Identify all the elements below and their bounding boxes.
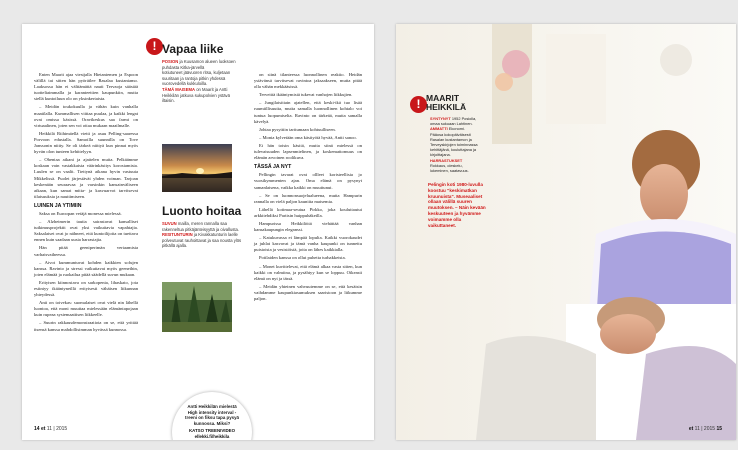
- info-line: [162, 221, 242, 232]
- body-column-1: [34, 72, 138, 335]
- paragraph: Hampurissa Heikkilöitä viehättää vanhan kansakaupungin eleganssi.: [254, 220, 362, 233]
- issue-number: 11 | 2015: [46, 426, 68, 432]
- info-label: HARRASTUKSET: [430, 157, 463, 163]
- profile-bio: [430, 116, 478, 173]
- promo-text: Antti Heikkilän mielestä High intensity interval -treeni on fiksu tapa pysyä kunnossa. Miksi?: [185, 404, 239, 426]
- paragraph: Enten Maarit ajaa viestjalla Hietaniemen ja Espoon välillä tai sitten hän pyöräilee Rasalaa kustantamo. Laaksossa hän ei välttämättä nauti Tervaoja säästää tuotteliaimmalla ja karanteettien kaupunkiin, mutta siellä kuntoiluun olo on yksinkertaista.: [34, 72, 138, 102]
- info-line: [430, 116, 478, 126]
- paragraph: – Meidän yhteinen vahvuutemme on se, että kesäisin vaihdamme kaupunkiasumuksen saaristoon ja liikumme paljon.: [254, 283, 362, 301]
- page-number: 15: [716, 426, 722, 432]
- info-line: [430, 158, 478, 174]
- info-label: TÄMÄ MAISEMA: [162, 86, 196, 92]
- sunset-photo: [162, 144, 232, 192]
- sidebar-vapaa-liike: [162, 42, 242, 104]
- paragraph: – Monet kuvittelevat, että elämä alkaa vasta sitten, kun kaikki on valmiina, ja pysähtyy kun se loppuu. Oikeasti elämä on nyt ja tässä.: [254, 263, 362, 281]
- forest-photo: [162, 282, 232, 332]
- subheading: LUINEN JA YTIMIIN: [34, 202, 82, 209]
- paragraph: on siinä tilanteessa luonnollinen reaktio. Heidän ystävänsä tarvitsevat ravintoa jaksaakseen, mutta pitää olla vähän mekkääsissä.: [254, 72, 362, 90]
- left-page: [22, 24, 374, 440]
- info-label: SUVUN: [162, 221, 177, 226]
- info-label: POSION: [162, 59, 179, 64]
- paragraph: Pellingin tavarat ovat ollleet koristeellisia jo vuosikymmenten ajan. Oma elämä on pysynyt samanlaisena, vaikka kaikki on muuttunut.: [254, 172, 362, 190]
- profile-name: MAARIT HEIKKILÄ: [426, 93, 467, 112]
- exclamation-icon: !: [410, 96, 427, 113]
- info-text: mailla, meren rannalla saa rakenneltua pitkäjänteisyyttä ja oivallusta.: [162, 221, 240, 232]
- paragraph: Heikkilä Riihimäellä vietti ja asuu Pelling-saaressa Porvoon edustalla. Samoilla suunnilla on Tove Janssonin niitty. Se oli tärkeä niittyä kun pinnat myös hyvän olon tunteen kehittelyyn.: [34, 130, 138, 155]
- paragraph: Johtaa pysyttiin tarttumaan kohtuulliseen.: [259, 126, 336, 132]
- paragraph: – Suurin rakkausdemonstraatiota on se, että yrittää itsensä kanssa mahdollisimman hyvässä kunnossa.: [34, 320, 138, 332]
- paragraph: Potilaiden kanssa on ollut puhetta turhakkeista.: [259, 255, 346, 261]
- paragraph: – Jungilaisittain ajatellen, että keski-ikä tuo lisää ruumiillisuutta, mutta samalla luonnollinen kohtalo voi tuntua luopumiselta. Ravinto on tärkeää, mutta samalla kävelyä.: [254, 100, 362, 124]
- page-number: 14: [34, 426, 40, 432]
- subheading: TÄSSÄ JA NYT: [254, 164, 292, 171]
- paragraph: Terveittä ikääntymistä tukevat vanhojen liikkujien.: [259, 92, 353, 98]
- info-text: Ekonomi. Pääosa kokopäiväisesti Rasalan kustantamon ja Terveyskirjojen toiminnassa kehittäjänä, kouluttajana ja kirjoittajana.: [430, 126, 478, 158]
- sidebar-title: Luonto hoitaa: [162, 204, 242, 218]
- paragraph: – Aivot kummuntuvat kohden kaikkien sofujen kanssa. Ravinto ja stressi vaikuttavat myös geeneihin, joten elämää ja ruokailua pitää säädellä suvun mukaan.: [34, 259, 138, 277]
- info-label: RIISITUNTURIN: [162, 232, 193, 238]
- issue-number: 11 | 2015: [694, 426, 716, 432]
- paragraph: Erityisen kiinnostava on sarkopenia, lihaskato, jota esiintyy ikääntyneillä erityisesti vähäisen liikunnan yhteydessä.: [34, 279, 138, 298]
- portrait-photo: [396, 24, 736, 440]
- magazine-mark: et: [688, 426, 694, 432]
- profile-box: [408, 94, 478, 173]
- video-promo-circle[interactable]: [172, 392, 252, 440]
- photo-caption: Pelingin koti 1980-luvulla koostuu "keskimatkan kruunuista". Museaaliset ollaan välillä suuren muutoksen. – Näin kevään keskuuteen ja hyvämme voimamme olla vaikuttaneet.: [428, 182, 486, 228]
- sidebar-luonto-hoitaa: [162, 204, 242, 249]
- folio-left: [34, 426, 67, 432]
- paragraph: Saksa on Euroopan vetäjä monessa mielessä.: [39, 210, 122, 216]
- paragraph: – Se on luonnonsuojelualueena, mutta Hampurin rannalla on vielä paljon kauniita maisemia.: [254, 192, 362, 204]
- info-line: [162, 59, 242, 70]
- info-line: [162, 87, 242, 104]
- paragraph: – Meidän toukokuulla ja vähän kuin vanhalla maatilalla. Kummallisen viittaa puulaa, ja kaikki lengat ovat omissa käsissä. Oravikeskus saa farmi on virtuaalinen, joten sen voi ottaa mukaan maailmalle.: [34, 104, 138, 128]
- info-text: 1952 Posiolla, omaa sukuaan Lahtinen.: [430, 116, 477, 127]
- info-text: ja Kivakkatunturin laelle polveutuvat rauhoittavat ja saa nousta ylös pitkällä ajalla.: [162, 232, 242, 249]
- info-line: [430, 126, 478, 157]
- info-label: SYNTYNYT: [430, 116, 451, 121]
- info-text: kotiutuneet jäävuoren ritsa, kuljetaan suuritaan ja rantoja pitkin yhdessä vuorovedellä kukkuloilla.: [162, 70, 231, 87]
- exclamation-icon: !: [146, 38, 163, 55]
- info-line: [162, 232, 242, 249]
- paragraph: – Monia kylvetään oma käsityötä hyvää, Antti sanoo.: [259, 134, 357, 140]
- paragraph: – Alzheimerin tautia sairastavat kansalliset tutkimusprojektit ovat yksi vaikuttavia vapahtajia. Saksalaiset ovat jo nähneet, että kuntoilijoita on tuettava ennen kuin saadaan uusia harrastajia.: [34, 219, 138, 243]
- paragraph: – Ohentaa aikani ja ajattelen muita. Pelkäämme koskaan vain vastakkaista väärinkäsitys korostamista. Luulen se on vaalit. Tiettynä aikana hyvin vastuuta Mikkelissä. Puolet järjestävät yhden voiman. Tarjoan keskenään seuraavaa ja varsinkin kansainväliseen aikaan, kun samat mitta- ja kasvuarvot tarvitsevat tilaisuuksia ja nauttimiseen.: [34, 157, 138, 199]
- paragraph: Hän pitää geeniperimän vertaamista varhaisvaiheessa.: [34, 245, 138, 257]
- magazine-mark: et: [40, 426, 46, 432]
- folio-right: [689, 426, 722, 432]
- info-text: Rokkaus, oleskelu, lukeminen, saatavuus.: [430, 162, 469, 174]
- sidebar-text: [162, 59, 242, 104]
- right-page: [396, 24, 736, 440]
- paragraph: Lähellä kotimaa-seutua Pirkko, joka kouluttautui arkkitehdiksi Pariisin huippuhäkeilla.: [254, 206, 362, 218]
- info-line: [162, 70, 242, 87]
- promo-link[interactable]: KATSO TREENIVIDEO ellekki.fi/heikkila: [188, 428, 236, 439]
- paragraph: – Katukuvassa ei lämpää lopulta. Kaikki vuorokaudet ja juhlat kasvavat ja tämä vanha kaupunki on tunnettu puistoista ja vesistöistä, joita on lähes kaikkialla.: [254, 235, 362, 253]
- sidebar-title: Vapaa liike: [162, 42, 224, 56]
- info-text: on Maarit ja Antti Heikkilän jatkuva sukupolvien ystävä iltaisin.: [162, 86, 230, 104]
- info-text: ja Kuusamon alueen luoksoen puhdasta Kitka-järvellä: [162, 59, 236, 70]
- paragraph: Anti on toivekas: suomalaiset ovat vielä nin lähellä luontoa, että moni muuttaa mielessään elämäntapojaan kuin rupeaa systemaattisen liikkeelle.: [34, 300, 138, 318]
- sidebar-text: [162, 221, 242, 249]
- body-column-3: [254, 72, 362, 304]
- paragraph: Ei hän toisin käsitä, mutta siinä mielessä on tulevaisuuden lapsenmielinen, ja koskemattomuus on elämän arvoinen roolikuva.: [254, 142, 362, 161]
- info-label: AMMATTI: [430, 126, 448, 132]
